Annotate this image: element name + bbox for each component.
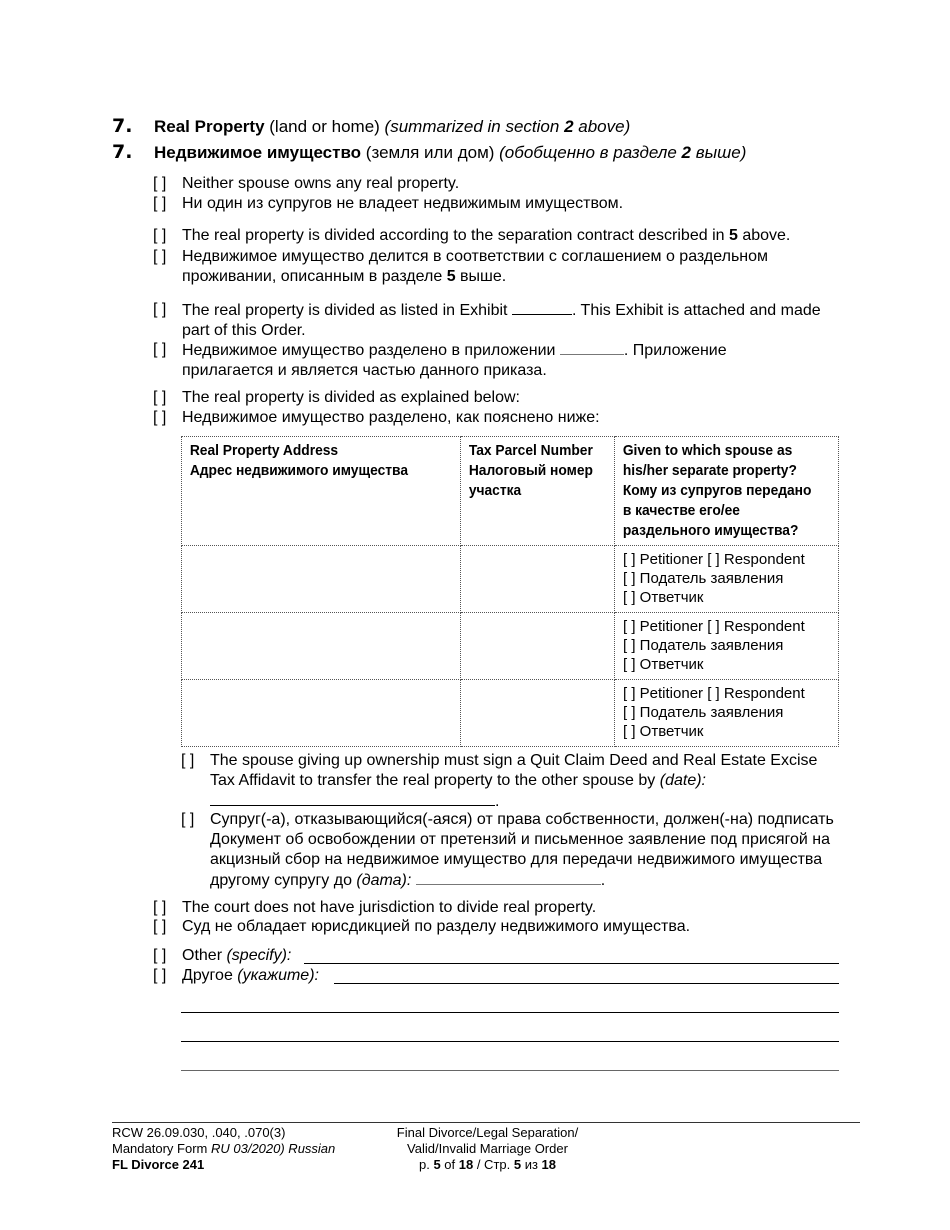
option-quitclaim-en: The spouse giving up ownership must sign a Quit Claim Deed and Real Estate Excise Tax Affidavit to transfer the real property to the other spouse by (date): . <box>210 752 818 810</box>
other-extra-line[interactable] <box>181 1070 839 1071</box>
page-number: p. 5 of 18 / Стр. 5 из 18 <box>418 1157 557 1172</box>
cell-parcel[interactable] <box>461 680 615 747</box>
option-jurisdiction-ru: Суд не обладает юрисдикцией по разделу недвижимого имущества. <box>182 918 691 935</box>
other-extra-line[interactable] <box>181 1012 839 1013</box>
checkbox-below[interactable]: [ ] <box>153 389 167 406</box>
exhibit-blank-ru[interactable] <box>560 340 624 355</box>
checkbox-none-ru[interactable]: [ ] <box>153 195 167 212</box>
option-quitclaim-ru: Супруг(-а), отказывающийся(-аяся) от права собственности, должен(-на) подписать Документ об освобождении от претензий и письменное заявление под присягой на акцизный сбор на недвижимое имущество для передачи недвижимого имущества другому супругу до (дата): . <box>210 811 834 889</box>
header-given-to: Given to which spouse as his/her separate property? Кому из супругов передано в качестве его/ее раздельного имущества? <box>615 437 821 546</box>
table-row <box>182 680 839 747</box>
quitclaim-date-blank[interactable] <box>210 791 495 806</box>
exhibit-blank[interactable] <box>512 300 572 315</box>
footer-divider <box>112 1122 860 1123</box>
footer-left: RCW 26.09.030, .040, .070(3) Mandatory Form RU 03/2020) Russian FL Divorce 241 <box>112 1125 336 1172</box>
section-title-en: Real Property (land or home) (summarized in section 2 above) <box>154 117 631 136</box>
option-other-en: Other (specify): <box>182 947 292 964</box>
cell-given-to[interactable]: [ ] Petitioner [ ] Respondent [ ] Податель заявления [ ] Ответчик <box>615 546 839 613</box>
cell-given-to[interactable]: [ ] Petitioner [ ] Respondent [ ] Податель заявления [ ] Ответчик <box>615 680 839 747</box>
option-none-en: Neither spouse owns any real property. <box>182 175 460 192</box>
header-address: Real Property Address Адрес недвижимого имущества <box>182 437 439 546</box>
header-parcel: Tax Parcel Number Налоговый номер участка <box>461 437 603 546</box>
real-property-table <box>181 436 839 747</box>
checkbox-contract-ru[interactable]: [ ] <box>153 248 167 265</box>
other-specify-line[interactable] <box>304 963 839 964</box>
checkbox-contract[interactable]: [ ] <box>153 227 167 244</box>
option-below-en: The real property is divided as explained below: <box>182 389 520 406</box>
option-jurisdiction-en: The court does not have jurisdiction to divide real property. <box>182 899 597 916</box>
other-extra-line[interactable] <box>181 1041 839 1042</box>
cell-address[interactable] <box>182 546 461 613</box>
option-contract-ru: Недвижимое имущество делится в соответствии с соглашением о раздельном проживании, описанным в разделе 5 выше. <box>182 248 769 285</box>
cell-parcel[interactable] <box>461 546 615 613</box>
table-row <box>182 546 839 613</box>
checkbox-quitclaim-ru[interactable]: [ ] <box>181 811 195 828</box>
checkbox-other[interactable]: [ ] <box>153 947 167 964</box>
option-none-ru: Ни один из супругов не владеет недвижимым имуществом. <box>182 195 624 212</box>
checkbox-exhibit-ru[interactable]: [ ] <box>153 341 167 358</box>
checkbox-below-ru[interactable]: [ ] <box>153 409 167 426</box>
other-specify-line-ru[interactable] <box>334 983 839 984</box>
option-other-ru: Другое (укажите): <box>182 967 319 984</box>
section-number-ru: 7. <box>112 141 133 163</box>
checkbox-exhibit[interactable]: [ ] <box>153 301 167 318</box>
table-header-row <box>182 437 839 546</box>
section-number-en: 7. <box>112 115 133 137</box>
cell-address[interactable] <box>182 613 461 680</box>
cell-given-to[interactable]: [ ] Petitioner [ ] Respondent [ ] Податель заявления [ ] Ответчик <box>615 613 839 680</box>
table-row <box>182 613 839 680</box>
option-exhibit-en: The real property is divided as listed in Exhibit . This Exhibit is attached and made part of this Order. <box>182 302 821 339</box>
footer-center: Final Divorce/Legal Separation/ Valid/Invalid Marriage Order p. 5 of 18 / Стр. 5 из 18 <box>380 1125 595 1173</box>
quitclaim-date-blank-ru[interactable] <box>416 870 601 885</box>
checkbox-none[interactable]: [ ] <box>153 175 167 192</box>
cell-address[interactable] <box>182 680 461 747</box>
checkbox-jurisdiction[interactable]: [ ] <box>153 899 167 916</box>
option-exhibit-ru: Недвижимое имущество разделено в приложении . Приложение прилагается и является частью данного приказа. <box>182 342 727 379</box>
cell-parcel[interactable] <box>461 613 615 680</box>
checkbox-jurisdiction-ru[interactable]: [ ] <box>153 918 167 935</box>
checkbox-quitclaim[interactable]: [ ] <box>181 752 195 769</box>
section-title-ru: Недвижимое имущество (земля или дом) (обобщенно в разделе 2 выше) <box>154 143 747 162</box>
checkbox-other-ru[interactable]: [ ] <box>153 967 167 984</box>
option-contract-en: The real property is divided according to the separation contract described in 5 above. <box>182 227 791 244</box>
option-below-ru: Недвижимое имущество разделено, как пояснено ниже: <box>182 409 600 426</box>
